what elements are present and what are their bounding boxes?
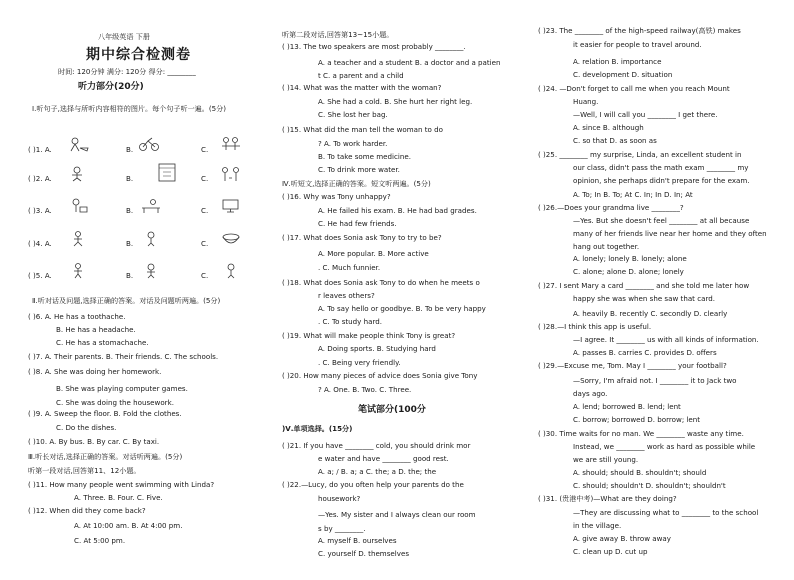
question-28-options: A. passes B. carries C. provides D. offers <box>573 348 717 357</box>
question-26-z: hang out together. <box>573 242 640 251</box>
question-25-x: our class, didn't pass the math exam ________ my <box>573 163 749 172</box>
question-17-a: A. More popular. B. More active <box>318 249 429 258</box>
listening-title: 听力部分(20分) <box>78 82 144 92</box>
question-13-a: A. a teacher and a student B. a doctor and a patien <box>318 58 501 67</box>
row-label-c: C. <box>201 271 209 280</box>
question-17-c: . C. Much funnier. <box>318 263 381 272</box>
row-label-b: B. <box>126 145 134 154</box>
question-30-x: Instead, we ________ work as hard as possible while <box>573 442 756 451</box>
question-22-ab: A. myself B. ourselves <box>318 536 397 545</box>
question-7: ( )7. A. Their parents. B. Their friends. C. The schools. <box>28 352 219 361</box>
section-4-title: Ⅳ.听短文,选择正确的答案。短文听两遍。(5分) <box>282 179 431 188</box>
row-label-c: C. <box>201 174 209 183</box>
question-25-options: A. To; In B. To; At C. In; In D. In; At <box>573 190 693 199</box>
question-15-a: ? A. To work harder. <box>318 139 388 148</box>
question-31-ab: A. give away B. throw away <box>573 534 671 543</box>
row-label-b: B. <box>126 206 134 215</box>
question-30-cd: C. should; shouldn't D. shouldn't; shouldn't <box>573 481 726 490</box>
section-5-title: )Ⅴ.单项选择。(15分) <box>282 424 353 433</box>
section-3-sub: 听第一段对话,回答第11、12小题。 <box>28 466 141 475</box>
question-6: ( )6. A. He has a toothache. <box>28 312 126 321</box>
question-6-b: B. He has a headache. <box>56 325 136 334</box>
question-22-y: —Yes. My sister and I always clean our room <box>318 510 476 519</box>
question-23-cd: C. development D. situation <box>573 70 673 79</box>
motorbike-icon <box>138 135 160 151</box>
basin-icon <box>220 231 242 247</box>
question-15-b: B. To take some medicine. <box>318 152 412 161</box>
question-24: ( )24. —Don't forget to call me when you reach Mount <box>538 84 730 93</box>
question-24-cd: C. so that D. as soon as <box>573 136 657 145</box>
section-3-sub2: 听第二段对话,回答第13~15小题。 <box>282 30 394 39</box>
question-25: ( )25. ________ my surprise, Linda, an excellent student in <box>538 150 742 159</box>
computer-icon <box>220 198 242 214</box>
boy-icon <box>220 263 242 279</box>
question-12-ab: A. At 10:00 am. B. At 4:00 pm. <box>74 521 183 530</box>
row-label-b: B. <box>126 174 134 183</box>
question-22: ( )22.—Lucy, do you often help your parents do the <box>282 480 464 489</box>
written-title: 笔试部分(100分 <box>358 405 426 415</box>
question-15-c: C. To drink more water. <box>318 165 400 174</box>
row-label-a: ( )5. A. <box>28 271 52 280</box>
question-21-options: A. a; / B. a; a C. the; a D. the; the <box>318 467 437 476</box>
question-29-y: days ago. <box>573 389 608 398</box>
reading-person-icon <box>68 198 90 214</box>
section-1-title: Ⅰ.听句子,选择与所听内容相符的图片。每个句子听一遍。(5分) <box>32 104 226 113</box>
family-icon <box>220 166 242 182</box>
question-31-x: —They are discussing what to ________ to the school <box>573 508 759 517</box>
question-27-x: happy she was when she saw that card. <box>573 294 715 303</box>
question-11-options: A. Three. B. Four. C. Five. <box>74 493 163 502</box>
row-label-c: C. <box>201 239 209 248</box>
question-13-c: t C. a parent and a child <box>318 71 404 80</box>
section-3-title: Ⅲ.听长对话,选择正确的答案。对话听两遍。(5分) <box>28 452 183 461</box>
question-24-ab: A. since B. although <box>573 123 644 132</box>
subject-label: 八年级英语 下册 <box>98 32 150 41</box>
question-12-c: C. At 5:00 pm. <box>74 536 126 545</box>
question-26-x: —Yes. But she doesn't feel ________ at all because <box>573 216 750 225</box>
question-20-options: ? A. One. B. Two. C. Three. <box>318 385 412 394</box>
calendar-icon <box>158 162 176 182</box>
question-31: ( )31. (贵港中考)—What are they doing? <box>538 494 677 503</box>
question-8-c: C. She was doing the housework. <box>56 398 174 407</box>
question-19: ( )19. What will make people think Tony is great? <box>282 331 456 340</box>
question-29-x: —Sorry, I'm afraid not. I ________ it to Jack two <box>573 376 737 385</box>
question-16-c: C. He had few friends. <box>318 219 397 228</box>
question-24-y: —Well, I will call you ________ I get there. <box>573 110 718 119</box>
question-26-ab: A. lonely; lonely B. lonely; alone <box>573 254 687 263</box>
question-23: ( )23. The ________ of the high-speed railway(高铁) makes <box>538 26 741 35</box>
question-25-y: opinion, she perhaps didn't prepare for the exam. <box>573 176 750 185</box>
question-18-x: r leaves others? <box>318 291 375 300</box>
section-2-title: Ⅱ.听对话及问题,选择正确的答案。对话及问题听两遍。(5分) <box>32 296 221 305</box>
question-14-c: C. She lost her bag. <box>318 110 388 119</box>
question-21-x: e water and have ________ good rest. <box>318 454 449 463</box>
page-title: 期中综合检测卷 <box>86 47 191 63</box>
row-label-a: ( )2. A. <box>28 174 52 183</box>
question-9-c: C. Do the dishes. <box>56 423 117 432</box>
question-30-ab: A. should; should B. shouldn't; should <box>573 468 707 477</box>
question-8-b: B. She was playing computer games. <box>56 384 188 393</box>
row-label-b: B. <box>126 239 134 248</box>
writing-person-icon <box>68 136 90 152</box>
question-23-ab: A. relation B. importance <box>573 57 662 66</box>
question-9: ( )9. A. Sweep the floor. B. Fold the clothes. <box>28 409 182 418</box>
question-19-c: . C. Being very friendly. <box>318 358 401 367</box>
question-31-cd: C. clean up D. cut up <box>573 547 648 556</box>
row-label-c: C. <box>201 145 209 154</box>
question-15: ( )15. What did the man tell the woman to do <box>282 125 443 134</box>
question-12: ( )12. When did they come back? <box>28 506 146 515</box>
boy-icon <box>140 263 162 279</box>
row-label-a: ( )3. A. <box>28 206 52 215</box>
question-30: ( )30. Time waits for no man. We ________ waste any time. <box>538 429 744 438</box>
question-24-x: Huang. <box>573 97 599 106</box>
question-10: ( )10. A. By bus. B. By car. C. By taxi. <box>28 437 160 446</box>
row-label-a: ( )1. A. <box>28 145 52 154</box>
walking-person-icon <box>68 231 90 247</box>
question-22-z: s by ________. <box>318 524 366 533</box>
question-28: ( )28.—I think this app is useful. <box>538 322 652 331</box>
question-6-c: C. He has a stomachache. <box>56 338 149 347</box>
question-22-x: housework? <box>318 494 361 503</box>
question-27: ( )27. I sent Mary a card ________ and she told me later how <box>538 281 750 290</box>
question-27-options: A. heavily B. recently C. secondly D. clearly <box>573 309 728 318</box>
question-20: ( )20. How many pieces of advice does Sonia give Tony <box>282 371 478 380</box>
question-26: ( )26.—Does your grandma live ________? <box>538 203 684 212</box>
desk-person-icon <box>140 198 162 214</box>
question-18: ( )18. What does Sonia ask Tony to do when he meets o <box>282 278 480 287</box>
question-13: ( )13. The two speakers are most probably ________. <box>282 42 466 51</box>
question-16: ( )16. Why was Tony unhappy? <box>282 192 391 201</box>
question-28-x: —I agree. It ________ us with all kinds of information. <box>573 335 759 344</box>
question-21: ( )21. If you have ________ cold, you should drink mor <box>282 441 471 450</box>
question-18-c: . C. To study hard. <box>318 317 383 326</box>
question-16-a: A. He failed his exam. B. He had bad grades. <box>318 206 477 215</box>
question-8: ( )8. A. She was doing her homework. <box>28 367 162 376</box>
question-29: ( )29.—Excuse me, Tom. May I ________ your football? <box>538 361 727 370</box>
question-19-a: A. Doing sports. B. Studying hard <box>318 344 436 353</box>
question-30-y: we are still young. <box>573 455 639 464</box>
sick-person-icon <box>68 166 90 182</box>
exam-info: 时间: 120分钟 满分: 120分 得分: ________ <box>58 67 196 76</box>
row-label-b: B. <box>126 271 134 280</box>
row-label-c: C. <box>201 206 209 215</box>
question-17: ( )17. What does Sonia ask Tony to try to be? <box>282 233 442 242</box>
question-11: ( )11. How many people went swimming with Linda? <box>28 480 215 489</box>
people-scene-icon <box>220 136 242 152</box>
question-14-a: A. She had a cold. B. She hurt her right leg. <box>318 97 473 106</box>
row-label-a: ( )4. A. <box>28 239 52 248</box>
child-icon <box>140 231 162 247</box>
standing-person-icon <box>68 263 90 279</box>
question-31-y: in the village. <box>573 521 622 530</box>
question-23-x: it easier for people to travel around. <box>573 40 702 49</box>
question-26-y: many of her friends live near her home and they often <box>573 229 767 238</box>
question-22-cd: C. yourself D. themselves <box>318 549 410 558</box>
question-29-ab: A. lend; borrowed B. lend; lent <box>573 402 681 411</box>
question-26-cd: C. alone; alone D. alone; lonely <box>573 267 684 276</box>
question-18-a: A. To say hello or goodbye. B. To be very happy <box>318 304 486 313</box>
question-14: ( )14. What was the matter with the woman? <box>282 83 442 92</box>
question-29-cd: C. borrow; borrowed D. borrow; lent <box>573 415 701 424</box>
